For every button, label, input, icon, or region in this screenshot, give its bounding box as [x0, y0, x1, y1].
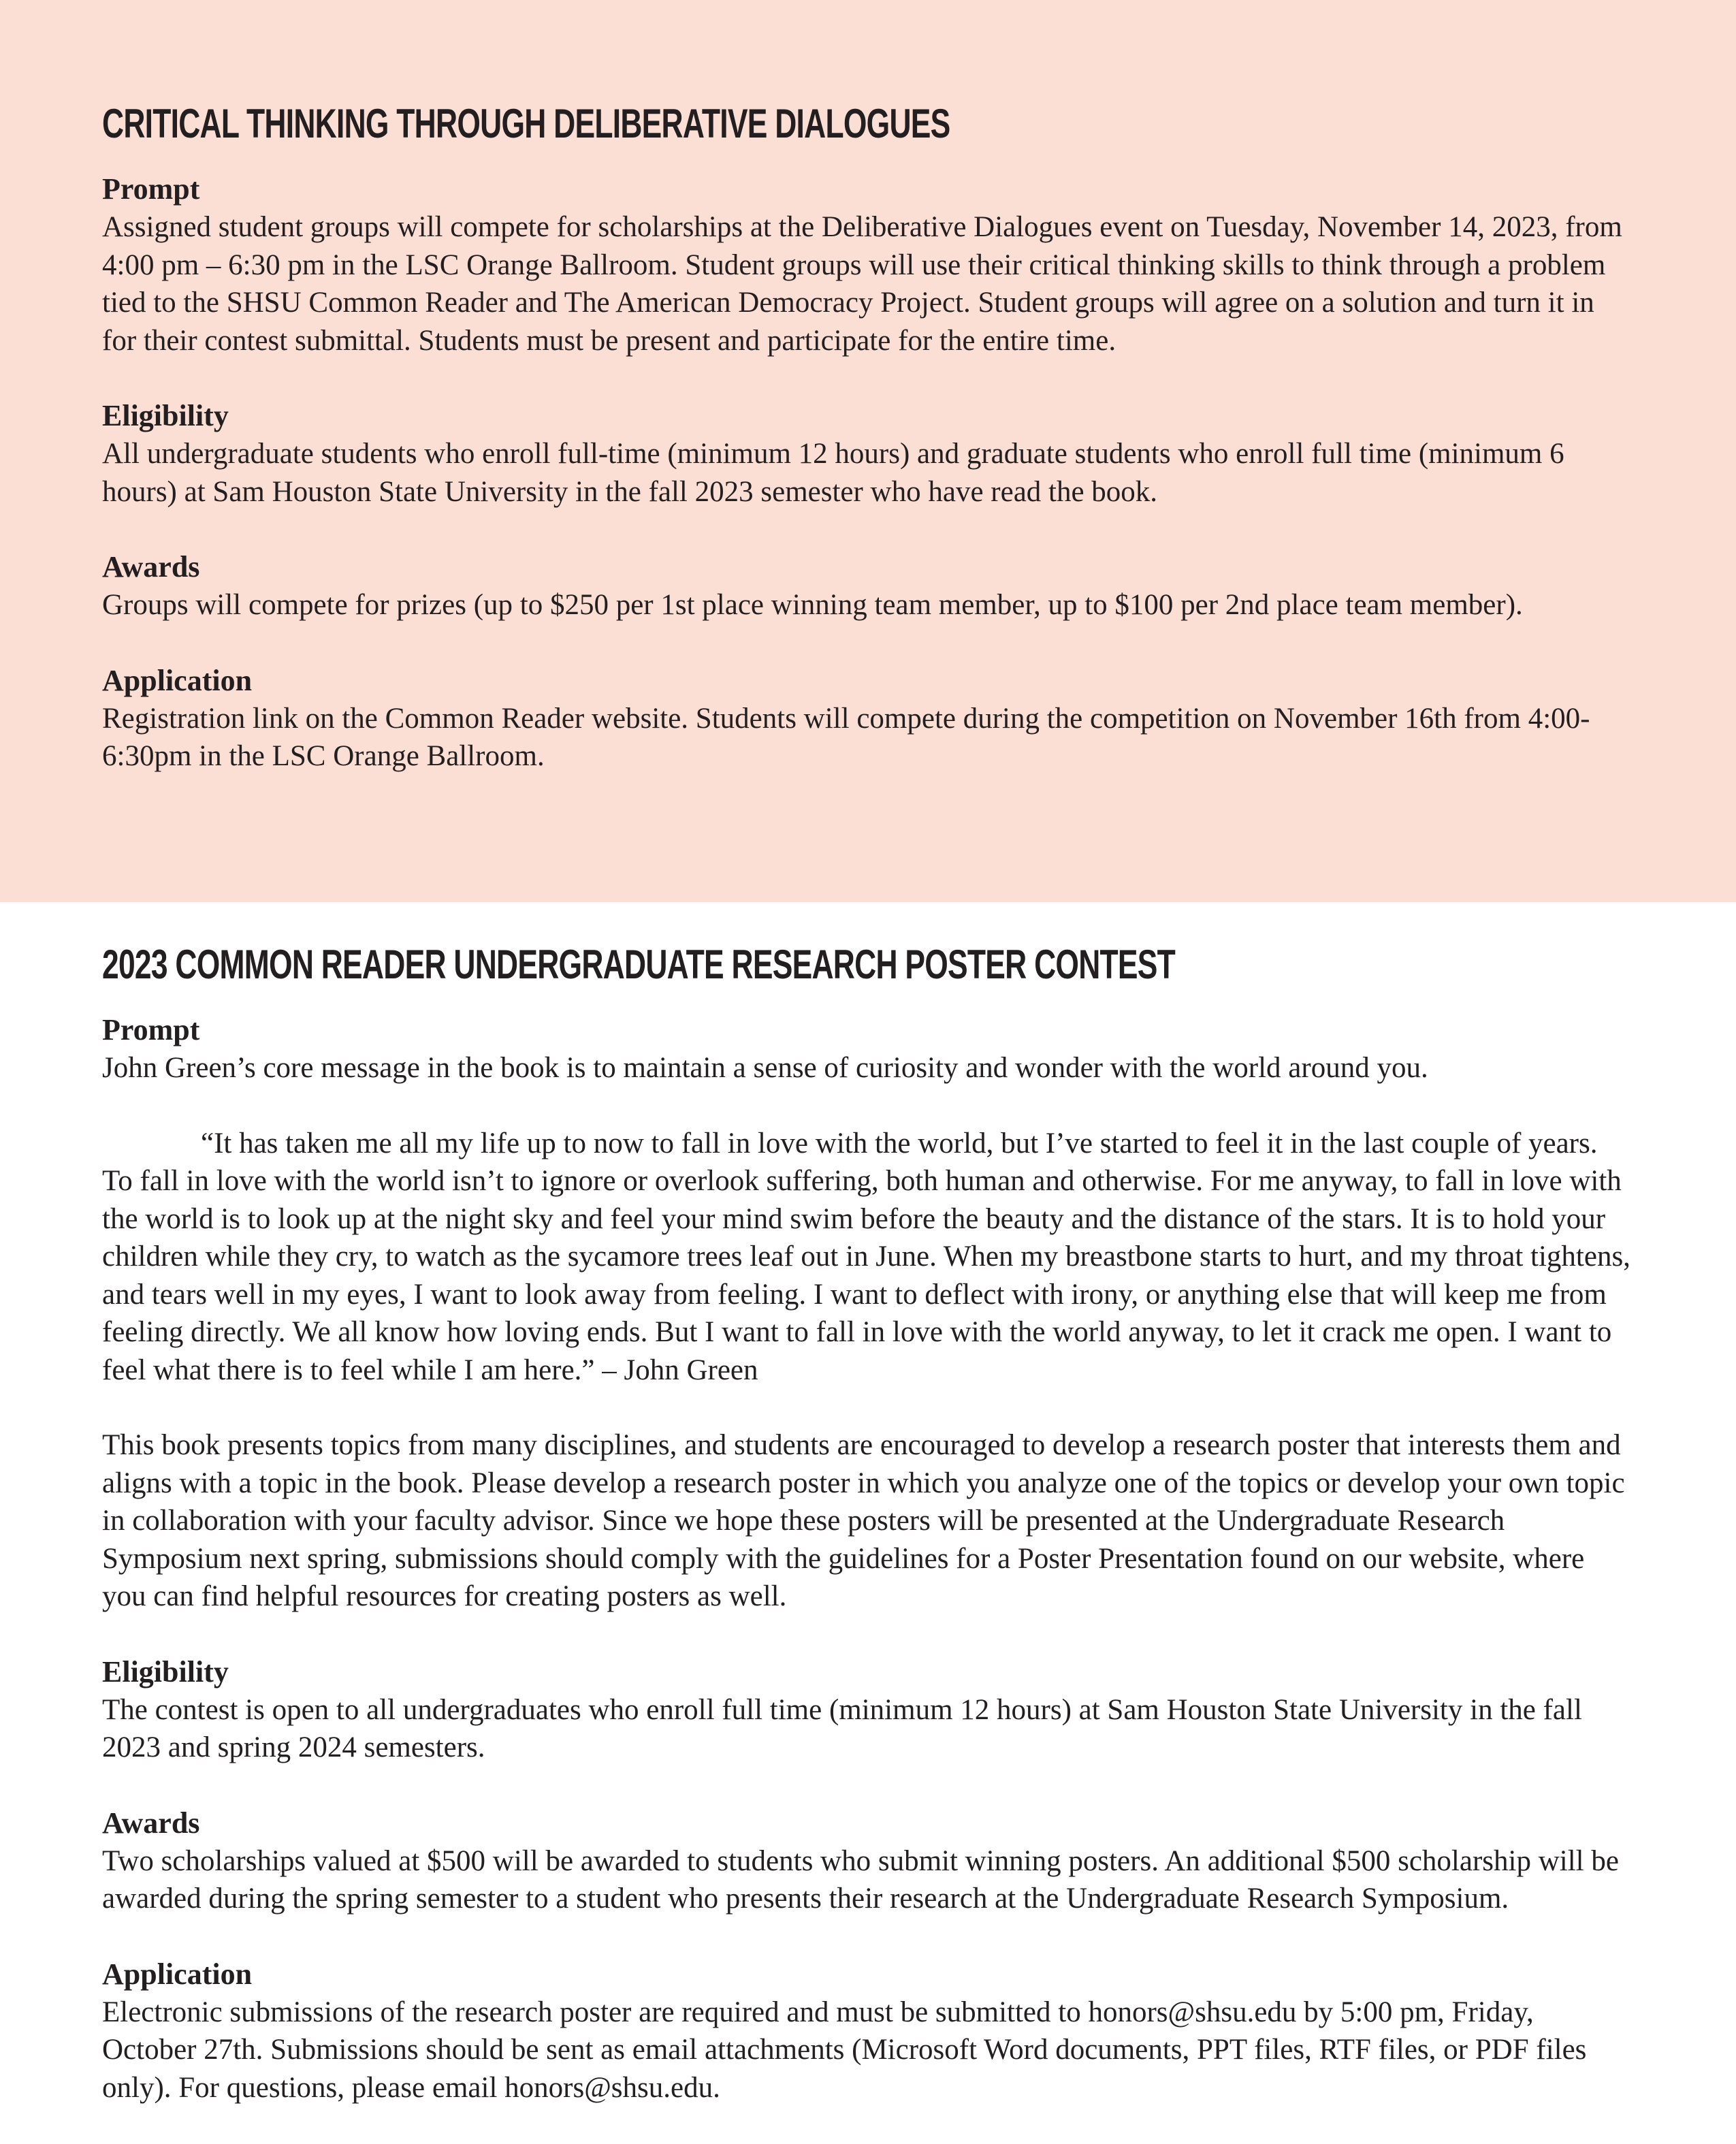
awards-heading: Awards [102, 1806, 200, 1840]
prompt-block [102, 1011, 1634, 1616]
prompt-heading: Prompt [102, 1013, 200, 1046]
awards-heading: Awards [102, 550, 200, 583]
eligibility-text: The contest is open to all undergraduates who enroll full time (minimum 12 hours) at Sam Houston State University in the fall 2023 and spring 2024 semesters. [102, 1693, 1582, 1763]
eligibility-heading: Eligibility [102, 399, 229, 432]
prompt-heading: Prompt [102, 172, 200, 206]
awards-block [102, 548, 1634, 624]
deliberative-dialogues-section [102, 95, 1634, 813]
awards-text: Two scholarships valued at $500 will be awarded to students who submit winning posters. An additional $500 scholarship will be awarded during the spring semester to a student who presents their research at the Undergraduate Research Symposium. [102, 1844, 1619, 1915]
eligibility-heading: Eligibility [102, 1654, 229, 1689]
eligibility-block [102, 397, 1634, 511]
eligibility-block [102, 1653, 1634, 1767]
application-block [102, 662, 1634, 775]
application-block [102, 1955, 1634, 2107]
description-text: This book presents topics from many disciplines, and students are encouraged to develop a research poster that interests them and aligns with a topic in the book. Please develop a research poster in which you analyze one of the topics or develop your own topic in collaboration with your faculty advisor. Since we hope these posters will be presented at the Undergraduate Research Symposium next spring, submissions should comply with the guidelines for a Poster Presentation found on our website, where you can find helpful resources for creating posters as well. [102, 1429, 1625, 1612]
awards-text: Groups will compete for prizes (up to $250 per 1st place winning team member, up to $100 per 2nd place team member). [102, 589, 1523, 621]
prompt-text: Assigned student groups will compete for scholarships at the Deliberative Dialogues event on Tuesday, November 14, 2023, from 4:00 pm – 6:30 pm in the LSC Orange Ballroom. Student groups will use their critical thinking skills to think through a problem tied to the SHSU Common Reader and The American Democracy Project. Student groups will agree on a solution and turn it in for their contest submittal. Students must be present and participate for the entire time. [102, 211, 1622, 357]
application-heading: Application [102, 663, 253, 697]
prompt-block [102, 170, 1634, 359]
application-text: Electronic submissions of the research poster are required and must be submitted to honors@shsu.edu by 5:00 pm, Friday, October 27th. Submissions should be sent as email attachments (Microsoft Word documents, PPT files, RTF files, or PDF files only). For questions, please email honors@shsu.edu. [102, 1996, 1587, 2104]
eligibility-text: All undergraduate students who enroll full-time (minimum 12 hours) and graduate students who enroll full time (minimum 6 hours) at Sam Houston State University in the fall 2023 semester who have read the book. [102, 438, 1564, 508]
awards-block [102, 1804, 1634, 1918]
application-text: Registration link on the Common Reader website. Students will compete during the competition on November 16th from 4:00-6:30pm in the LSC Orange Ballroom. [102, 702, 1590, 772]
prompt-text: John Green’s core message in the book is to maintain a sense of curiosity and wonder with the world around you. [102, 1052, 1428, 1084]
john-green-quote: “It has taken me all my life up to now to fall in love with the world, but I’ve started to feel it in the last couple of years. To fall in love with the world isn’t to ignore or overlook suffering, both human and otherwise. For me anyway, to fall in love with the world is to look up at the night sky and feel your mind swim before the beauty and the distance of the stars. It is to hold your children while they cry, to watch as the sycamore trees leaf out in June. When my breastbone starts to hurt, and my throat tightens, and tears well in my eyes, I want to look away from feeling. I want to deflect with irony, or anything else that will keep me from feeling directly. We all know how loving ends. But I want to fall in love with the world anyway, to let it crack me open. I want to feel what there is to feel while I am here.” – John Green [102, 1127, 1630, 1386]
section-title: 2023 COMMON READER UNDERGRADUATE RESEARCH POSTER CONTEST [102, 942, 1176, 987]
research-poster-contest-section [102, 936, 1634, 2144]
spacer [102, 1389, 1634, 1426]
application-heading: Application [102, 1957, 253, 1991]
spacer [102, 1087, 1634, 1125]
section-title: CRITICAL THINKING THROUGH DELIBERATIVE DIALOGUES [102, 101, 950, 146]
